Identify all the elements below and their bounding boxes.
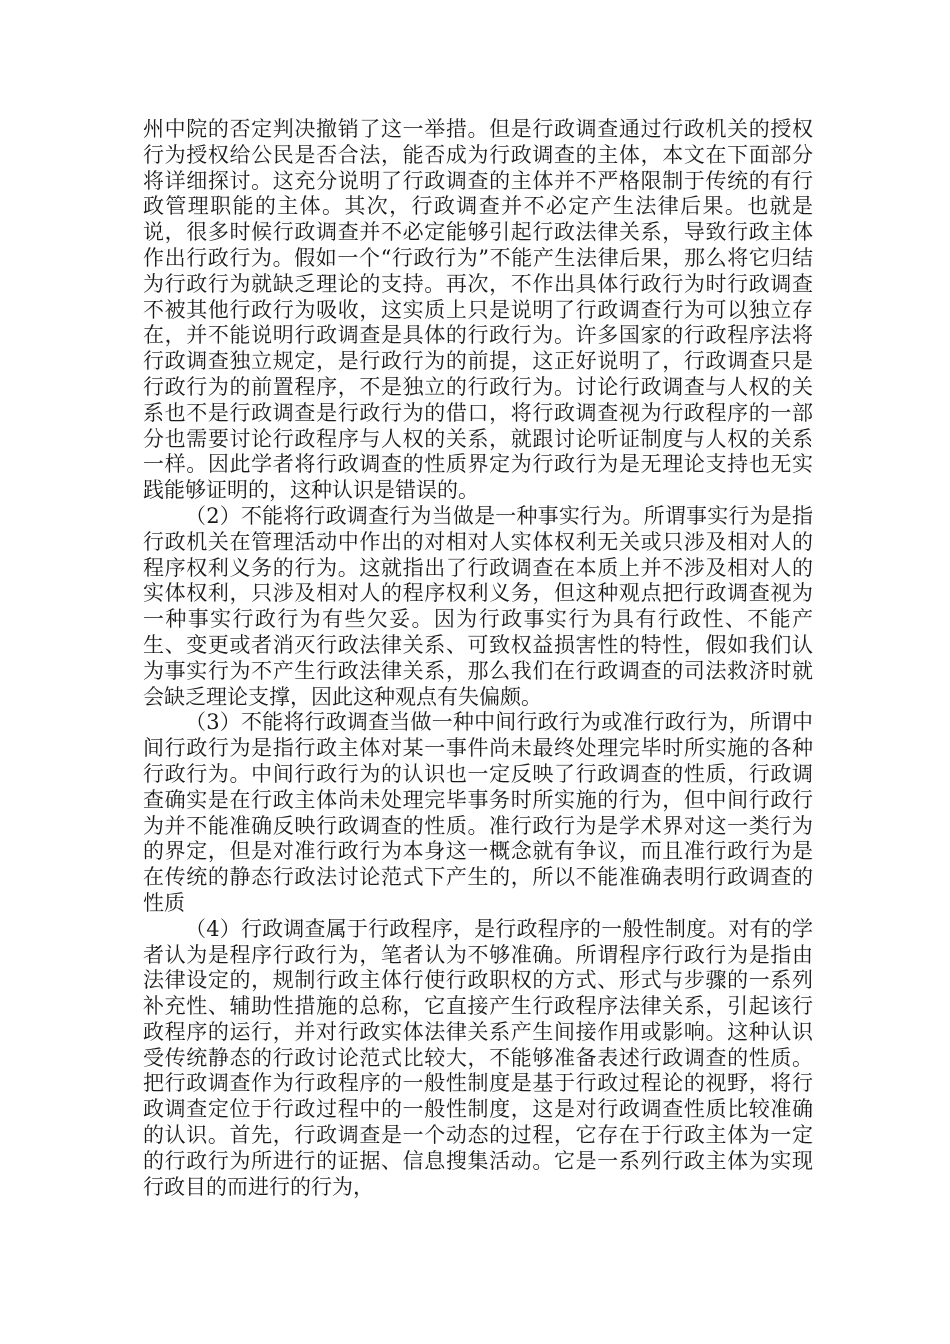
paragraph-point-2: （2）不能将行政调查行为当做是一种事实行为。所谓事实行为是指行政机关在管理活动中作出的对相对人实体权利无关或只涉及相对人的程序权利义务的行为。这就指出了行政调查在本质上并不涉及相对人的实体权利，只涉及相对人的程序权利义务，但这种观点把行政调查视为一种事实行政行为有些欠妥。因为行政事实行为具有行政性、不能产生、变更或者消灭行政法律关系、可致权益损害性的特性，假如我们认为事实行为不产生行政法律关系，那么我们在行政调查的司法救济时就会缺乏理论支撑，因此这种观点有失偏颇。 bbox=[143, 503, 813, 709]
body-text bbox=[143, 117, 813, 1200]
paragraph-point-4: （4）行政调查属于行政程序，是行政程序的一般性制度。对有的学者认为是程序行政行为，笔者认为不够准确。所谓程序行政行为是指由法律设定的，规制行政主体行使行政职权的方式、形式与步骤的一系列补充性、辅助性措施的总称，它直接产生行政程序法律关系，引起该行政程序的运行，并对行政实体法律关系产生间接作用或影响。这种认识受传统静态的行政讨论范式比较大，不能够准备表述行政调查的性质。把行政调查作为行政程序的一般性制度是基于行政过程论的视野，将行政调查定位于行政过程中的一般性制度，这是对行政调查性质比较准确的认识。首先，行政调查是一个动态的过程，它存在于行政主体为一定的行政行为所进行的证据、信息搜集活动。它是一系列行政主体为实现行政目的而进行的行为， bbox=[143, 916, 813, 1199]
paragraph-continued: 州中院的否定判决撤销了这一举措。但是行政调查通过行政机关的授权行为授权给公民是否合法，能否成为行政调查的主体，本文在下面部分将详细探讨。这充分说明了行政调查的主体并不严格限制于传统的有行政管理职能的主体。其次，行政调查并不必定产生法律后果。也就是说，很多时候行政调查并不必定能够引起行政法律关系，导致行政主体作出行政行为。假如一个“行政行为”不能产生法律后果，那么将它归结为行政行为就缺乏理论的支持。再次，不作出具体行政行为时行政调查不被其他行政行为吸收，这实质上只是说明了行政调查行为可以独立存在，并不能说明行政调查是具体的行政行为。许多国家的行政程序法将行政调查独立规定，是行政行为的前提，这正好说明了，行政调查只是行政行为的前置程序，不是独立的行政行为。讨论行政调查与人权的关系也不是行政调查是行政行为的借口，将行政调查视为行政程序的一部分也需要讨论行政程序与人权的关系，就跟讨论听证制度与人权的关系一样。因此学者将行政调查的性质界定为行政行为是无理论支持也无实践能够证明的，这种认识是错误的。 bbox=[143, 117, 813, 503]
paragraph-point-3: （3）不能将行政调查当做一种中间行政行为或准行政行为，所谓中间行政行为是指行政主体对某一事件尚未最终处理完毕时所实施的各种行政行为。中间行政行为的认识也一定反映了行政调查的性质，行政调查确实是在行政主体尚未处理完毕事务时所实施的行为，但中间行政行为并不能准确反映行政调查的性质。准行政行为是学术界对这一类行为的界定，但是对准行政行为本身这一概念就有争议，而且准行政行为是在传统的静态行政法讨论范式下产生的，所以不能准确表明行政调查的性质 bbox=[143, 710, 813, 915]
